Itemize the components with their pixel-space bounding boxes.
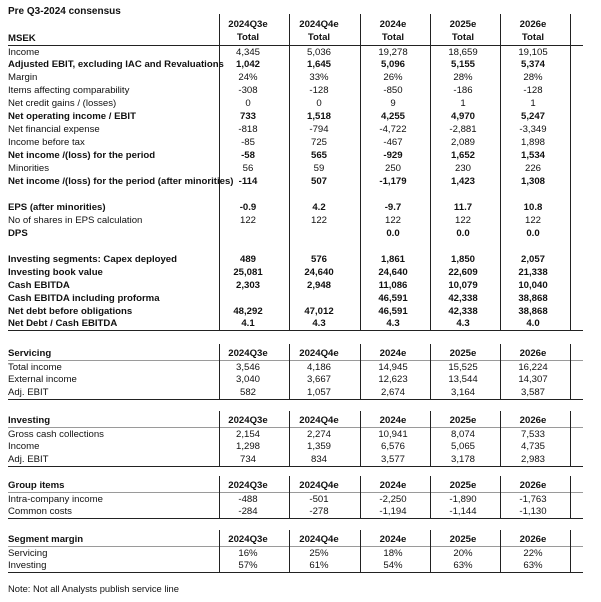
segment-row bbox=[8, 373, 583, 386]
cell-5: 122 bbox=[524, 214, 541, 226]
column-divider bbox=[289, 14, 290, 330]
cell-5: -1,763 bbox=[519, 493, 547, 505]
table-row bbox=[8, 240, 583, 253]
column-divider bbox=[570, 344, 571, 399]
table-row bbox=[8, 305, 583, 318]
cell-2: 4.2 bbox=[312, 201, 326, 213]
table-row bbox=[8, 46, 583, 59]
cell-1: -308 bbox=[238, 85, 258, 97]
row-label: Income bbox=[8, 46, 40, 58]
table-row bbox=[8, 175, 583, 188]
row-label: Net credit gains / (losses) bbox=[8, 98, 117, 110]
cell-5: 2,057 bbox=[520, 253, 545, 265]
cell-1: 16% bbox=[238, 547, 258, 559]
cell-2: 565 bbox=[310, 150, 327, 162]
column-divider bbox=[430, 476, 431, 518]
segment-header bbox=[8, 479, 583, 493]
row-label: Intra-company income bbox=[8, 493, 103, 505]
column-divider bbox=[570, 14, 571, 330]
column-divider bbox=[289, 530, 290, 572]
cell-3: -850 bbox=[383, 85, 403, 97]
cell-5: 226 bbox=[524, 163, 541, 175]
table-row bbox=[8, 84, 583, 97]
cell-4: 42,338 bbox=[448, 292, 478, 304]
column-divider bbox=[570, 530, 571, 572]
cell-3: 6,576 bbox=[380, 441, 405, 453]
table-row bbox=[8, 162, 583, 175]
cell-5: 4,735 bbox=[520, 441, 545, 453]
row-label: Cash EBITDA including proforma bbox=[8, 292, 160, 304]
cell-1: 1,042 bbox=[235, 59, 260, 71]
row-label: EPS (after minorities) bbox=[8, 201, 106, 213]
column-header-total: Total bbox=[381, 32, 405, 43]
cell-1: 2024Q3e bbox=[228, 534, 268, 545]
row-label: Group items bbox=[8, 480, 65, 491]
column-divider bbox=[289, 476, 290, 518]
table-row bbox=[8, 123, 583, 136]
cell-2: 4.3 bbox=[312, 318, 326, 330]
cell-2: 61% bbox=[309, 560, 329, 572]
cell-1: 2,154 bbox=[235, 428, 260, 440]
column-divider bbox=[500, 411, 501, 466]
row-label: Income before tax bbox=[8, 137, 85, 149]
cell-2: 33% bbox=[309, 72, 329, 84]
cell-5: 14,307 bbox=[518, 374, 548, 386]
column-header-period: 2026e bbox=[519, 19, 547, 30]
cell-4: 11.7 bbox=[453, 201, 473, 213]
cell-3: -929 bbox=[383, 150, 403, 162]
row-label: Items affecting comparability bbox=[8, 85, 130, 97]
cell-3: 18% bbox=[383, 547, 403, 559]
column-header-period: 2025e bbox=[449, 19, 477, 30]
cell-4: 1,652 bbox=[450, 150, 475, 162]
row-label: No of shares in EPS calculation bbox=[8, 214, 143, 226]
cell-3: 2024e bbox=[379, 480, 407, 491]
cell-4: 42,338 bbox=[448, 305, 478, 317]
column-header-total: Total bbox=[521, 32, 545, 43]
cell-4: 13,544 bbox=[448, 374, 478, 386]
column-divider bbox=[500, 14, 501, 330]
column-divider bbox=[219, 530, 220, 572]
column-header-total: Total bbox=[451, 32, 475, 43]
cell-3: 4.3 bbox=[386, 318, 400, 330]
row-label: Servicing bbox=[8, 547, 48, 559]
cell-3: -9.7 bbox=[384, 201, 402, 213]
column-divider bbox=[219, 344, 220, 399]
cell-5: 3,587 bbox=[520, 387, 545, 399]
row-label: Net operating income / EBIT bbox=[8, 111, 136, 123]
cell-1: -0.9 bbox=[239, 201, 257, 213]
column-header-total: Total bbox=[307, 32, 331, 43]
cell-5: 10.8 bbox=[523, 201, 543, 213]
cell-5: 4.0 bbox=[526, 318, 540, 330]
cell-3: -1,179 bbox=[379, 176, 407, 187]
cell-2: 2024Q4e bbox=[299, 480, 339, 491]
cell-5: 5,374 bbox=[520, 59, 545, 71]
cell-4: -186 bbox=[453, 85, 473, 97]
row-label: External income bbox=[8, 374, 77, 386]
cell-1: -488 bbox=[238, 493, 258, 505]
cell-2: -794 bbox=[309, 124, 329, 136]
cell-4: 230 bbox=[454, 163, 471, 175]
row-label: Total income bbox=[8, 361, 62, 373]
table-row bbox=[8, 279, 583, 292]
cell-2: 24,640 bbox=[304, 266, 334, 278]
cell-5: -3,349 bbox=[519, 124, 547, 136]
cell-1: 24% bbox=[238, 72, 258, 84]
cell-1: -818 bbox=[238, 124, 258, 136]
column-divider bbox=[360, 476, 361, 518]
row-label: Margin bbox=[8, 72, 38, 84]
table-row bbox=[8, 97, 583, 110]
cell-5: 1,898 bbox=[520, 137, 545, 149]
cell-1: -85 bbox=[241, 137, 255, 149]
cell-2: 2024Q4e bbox=[299, 534, 339, 545]
segment-row bbox=[8, 386, 583, 400]
cell-4: 63% bbox=[453, 560, 473, 572]
cell-2: 507 bbox=[310, 176, 327, 187]
column-header-total: Total bbox=[236, 32, 260, 43]
column-header-period: 2024Q4e bbox=[299, 19, 339, 30]
cell-5: 38,868 bbox=[518, 292, 548, 304]
cell-4: 5,065 bbox=[450, 441, 475, 453]
cell-2: 59 bbox=[313, 163, 325, 175]
cell-1: 57% bbox=[238, 560, 258, 572]
column-divider bbox=[570, 476, 571, 518]
row-label: Net income /(loss) for the period (after minorities) bbox=[8, 176, 234, 187]
table-row bbox=[8, 149, 583, 162]
cell-5: 1,308 bbox=[520, 176, 545, 187]
cell-3: -467 bbox=[383, 137, 403, 149]
cell-4: 2025e bbox=[449, 480, 477, 491]
cell-2: 2024Q4e bbox=[299, 348, 339, 359]
cell-1: 2,303 bbox=[235, 279, 260, 291]
cell-1: 25,081 bbox=[233, 266, 263, 278]
cell-3: 19,278 bbox=[378, 46, 408, 58]
cell-4: 122 bbox=[454, 214, 471, 226]
segment-row bbox=[8, 559, 583, 573]
cell-2: 576 bbox=[310, 253, 327, 265]
column-header-period: 2024Q3e bbox=[228, 19, 268, 30]
column-header-period: 2024e bbox=[379, 19, 407, 30]
cell-1: 489 bbox=[239, 253, 256, 265]
cell-2: 1,057 bbox=[306, 387, 331, 399]
column-divider bbox=[500, 530, 501, 572]
row-label: Investing bbox=[8, 560, 47, 572]
cell-3: 11,086 bbox=[378, 279, 408, 291]
column-divider bbox=[570, 411, 571, 466]
table-row bbox=[8, 227, 583, 240]
column-divider bbox=[500, 476, 501, 518]
page-title: Pre Q3-2024 consensus bbox=[8, 6, 121, 17]
column-divider bbox=[219, 476, 220, 518]
segment-row bbox=[8, 453, 583, 467]
cell-5: 10,040 bbox=[518, 279, 548, 291]
table-row bbox=[8, 71, 583, 84]
column-divider bbox=[219, 14, 220, 330]
row-label: Common costs bbox=[8, 506, 72, 518]
column-divider bbox=[430, 14, 431, 330]
cell-2: 3,667 bbox=[306, 374, 331, 386]
cell-5: 2026e bbox=[519, 348, 547, 359]
cell-4: 18,659 bbox=[448, 46, 478, 58]
cell-4: 15,525 bbox=[448, 361, 478, 373]
cell-3: 2024e bbox=[379, 348, 407, 359]
cell-4: -1,890 bbox=[449, 493, 477, 505]
row-label: Net income /(loss) for the period bbox=[8, 150, 156, 162]
row-label: MSEK bbox=[8, 33, 36, 44]
row-label: Adjusted EBIT, excluding IAC and Revaluations bbox=[8, 59, 224, 71]
cell-3: 2024e bbox=[379, 415, 407, 426]
cell-5: 21,338 bbox=[518, 266, 548, 278]
segment-row bbox=[8, 428, 583, 441]
cell-5: -128 bbox=[523, 85, 543, 97]
column-divider bbox=[360, 14, 361, 330]
cell-4: 1,423 bbox=[450, 176, 475, 187]
cell-1: 4,345 bbox=[235, 46, 260, 58]
segment-row bbox=[8, 493, 583, 506]
cell-3: 122 bbox=[384, 214, 401, 226]
cell-3: 5,096 bbox=[380, 59, 405, 71]
cell-3: 9 bbox=[390, 98, 396, 110]
cell-5: -1,130 bbox=[519, 506, 547, 518]
segment-row bbox=[8, 547, 583, 560]
cell-2: 0 bbox=[316, 98, 322, 110]
cell-5: 2026e bbox=[519, 415, 547, 426]
cell-1: 48,292 bbox=[233, 305, 263, 317]
row-label: Net financial expense bbox=[8, 124, 100, 136]
cell-1: 733 bbox=[239, 111, 256, 123]
cell-5: 1 bbox=[530, 98, 536, 110]
table-row bbox=[8, 136, 583, 149]
cell-1: 2024Q3e bbox=[228, 415, 268, 426]
row-label: Minorities bbox=[8, 163, 50, 175]
cell-4: 5,155 bbox=[450, 59, 475, 71]
cell-1: 2024Q3e bbox=[228, 480, 268, 491]
cell-5: 63% bbox=[523, 560, 543, 572]
table-row bbox=[8, 292, 583, 305]
cell-4: 20% bbox=[453, 547, 473, 559]
cell-1: 1,298 bbox=[235, 441, 260, 453]
cell-4: 0.0 bbox=[456, 227, 470, 239]
cell-3: -1,194 bbox=[379, 506, 407, 518]
cell-2: 2,274 bbox=[306, 428, 331, 440]
cell-5: 0.0 bbox=[526, 227, 540, 239]
cell-4: 3,178 bbox=[450, 454, 475, 466]
column-divider bbox=[289, 411, 290, 466]
cell-3: 1,861 bbox=[380, 253, 405, 265]
segment-header bbox=[8, 533, 583, 547]
row-label: Cash EBITDA bbox=[8, 279, 70, 291]
row-label: Servicing bbox=[8, 348, 52, 359]
column-divider bbox=[360, 411, 361, 466]
table-row bbox=[8, 317, 583, 331]
cell-4: 2025e bbox=[449, 348, 477, 359]
cell-4: 8,074 bbox=[450, 428, 475, 440]
column-divider bbox=[219, 411, 220, 466]
cell-4: 1,850 bbox=[450, 253, 475, 265]
cell-1: 3,040 bbox=[235, 374, 260, 386]
msek-header bbox=[8, 32, 583, 46]
segment-row bbox=[8, 505, 583, 519]
cell-5: 22% bbox=[523, 547, 543, 559]
cell-2: 1,518 bbox=[306, 111, 331, 123]
column-divider bbox=[430, 344, 431, 399]
row-label: Adj. EBIT bbox=[8, 454, 49, 466]
cell-3: 46,591 bbox=[378, 305, 408, 317]
cell-3: 4,255 bbox=[380, 111, 405, 123]
table-row bbox=[8, 214, 583, 227]
row-label: Investing bbox=[8, 415, 51, 426]
cell-3: 54% bbox=[383, 560, 403, 572]
cell-2: 1,359 bbox=[306, 441, 331, 453]
cell-2: 5,036 bbox=[306, 46, 331, 58]
cell-3: 12,623 bbox=[378, 374, 408, 386]
segment-row bbox=[8, 440, 583, 453]
cell-2: 47,012 bbox=[304, 305, 334, 317]
cell-3: 26% bbox=[383, 72, 403, 84]
column-divider bbox=[289, 344, 290, 399]
cell-1: 734 bbox=[239, 454, 256, 466]
cell-4: 3,164 bbox=[450, 387, 475, 399]
row-label: Adj. EBIT bbox=[8, 387, 49, 399]
cell-5: 7,533 bbox=[520, 428, 545, 440]
cell-1: -114 bbox=[238, 176, 258, 187]
cell-2: 725 bbox=[310, 137, 327, 149]
cell-4: 2025e bbox=[449, 415, 477, 426]
table-row bbox=[8, 188, 583, 201]
segment-header bbox=[8, 414, 583, 428]
cell-5: 38,868 bbox=[518, 305, 548, 317]
table-row bbox=[8, 110, 583, 123]
cell-4: 4,970 bbox=[450, 111, 475, 123]
cell-1: 2024Q3e bbox=[228, 348, 268, 359]
cell-3: -2,250 bbox=[379, 493, 407, 505]
cell-5: 16,224 bbox=[518, 361, 548, 373]
cell-3: 24,640 bbox=[378, 266, 408, 278]
cell-3: 46,591 bbox=[378, 292, 408, 304]
column-divider bbox=[500, 344, 501, 399]
cell-5: 19,105 bbox=[518, 46, 548, 58]
cell-2: 2,948 bbox=[306, 279, 331, 291]
row-label: Segment margin bbox=[8, 534, 84, 545]
cell-5: 2,983 bbox=[520, 454, 545, 466]
row-label: DPS bbox=[8, 227, 28, 239]
cell-2: 834 bbox=[310, 454, 327, 466]
cell-2: 4,186 bbox=[306, 361, 331, 373]
footnote: Note: Not all Analysts publish service line bbox=[8, 583, 179, 594]
column-divider bbox=[430, 530, 431, 572]
cell-4: -1,144 bbox=[449, 506, 477, 518]
row-label: Income bbox=[8, 441, 40, 453]
cell-5: 28% bbox=[523, 72, 543, 84]
column-divider bbox=[360, 344, 361, 399]
cell-5: 5,247 bbox=[520, 111, 545, 123]
column-divider bbox=[360, 530, 361, 572]
cell-4: 22,609 bbox=[448, 266, 478, 278]
cell-4: 4.3 bbox=[456, 318, 470, 330]
cell-1: 122 bbox=[239, 214, 256, 226]
cell-3: 250 bbox=[384, 163, 401, 175]
cell-3: 2,674 bbox=[380, 387, 405, 399]
cell-1: 582 bbox=[239, 387, 256, 399]
column-divider bbox=[430, 411, 431, 466]
cell-4: 28% bbox=[453, 72, 473, 84]
cell-2: 1,645 bbox=[306, 59, 331, 71]
cell-3: 2024e bbox=[379, 534, 407, 545]
segment-header bbox=[8, 347, 583, 361]
cell-5: 1,534 bbox=[520, 150, 545, 162]
cell-2: -128 bbox=[309, 85, 329, 97]
row-label: Gross cash collections bbox=[8, 428, 104, 440]
cell-1: -284 bbox=[238, 506, 258, 518]
cell-4: 1 bbox=[460, 98, 466, 110]
cell-5: 2026e bbox=[519, 480, 547, 491]
row-label: Net debt before obligations bbox=[8, 305, 133, 317]
table-row bbox=[8, 253, 583, 266]
cell-3: -4,722 bbox=[379, 124, 407, 136]
cell-3: 3,577 bbox=[380, 454, 405, 466]
cell-2: -278 bbox=[309, 506, 329, 518]
segment-row bbox=[8, 361, 583, 374]
cell-1: 3,546 bbox=[235, 361, 260, 373]
cell-3: 14,945 bbox=[378, 361, 408, 373]
cell-1: 56 bbox=[242, 163, 254, 175]
cell-4: 10,079 bbox=[448, 279, 478, 291]
table-row bbox=[8, 201, 583, 214]
table-row bbox=[8, 58, 583, 71]
cell-4: -2,881 bbox=[449, 124, 477, 136]
row-label: Investing book value bbox=[8, 266, 103, 278]
cell-3: 10,941 bbox=[378, 428, 408, 440]
cell-1: 0 bbox=[245, 98, 251, 110]
cell-2: 2024Q4e bbox=[299, 415, 339, 426]
cell-3: 0.0 bbox=[386, 227, 400, 239]
cell-5: 2026e bbox=[519, 534, 547, 545]
cell-4: 2,089 bbox=[450, 137, 475, 149]
row-label: Investing segments: Capex deployed bbox=[8, 253, 178, 265]
cell-4: 2025e bbox=[449, 534, 477, 545]
row-label: Net Debt / Cash EBITDA bbox=[8, 318, 118, 330]
cell-2: 25% bbox=[309, 547, 329, 559]
cell-2: -501 bbox=[309, 493, 329, 505]
cell-1: -58 bbox=[241, 150, 255, 162]
cell-2: 122 bbox=[310, 214, 327, 226]
cell-1: 4.1 bbox=[241, 318, 255, 330]
table-row bbox=[8, 266, 583, 279]
